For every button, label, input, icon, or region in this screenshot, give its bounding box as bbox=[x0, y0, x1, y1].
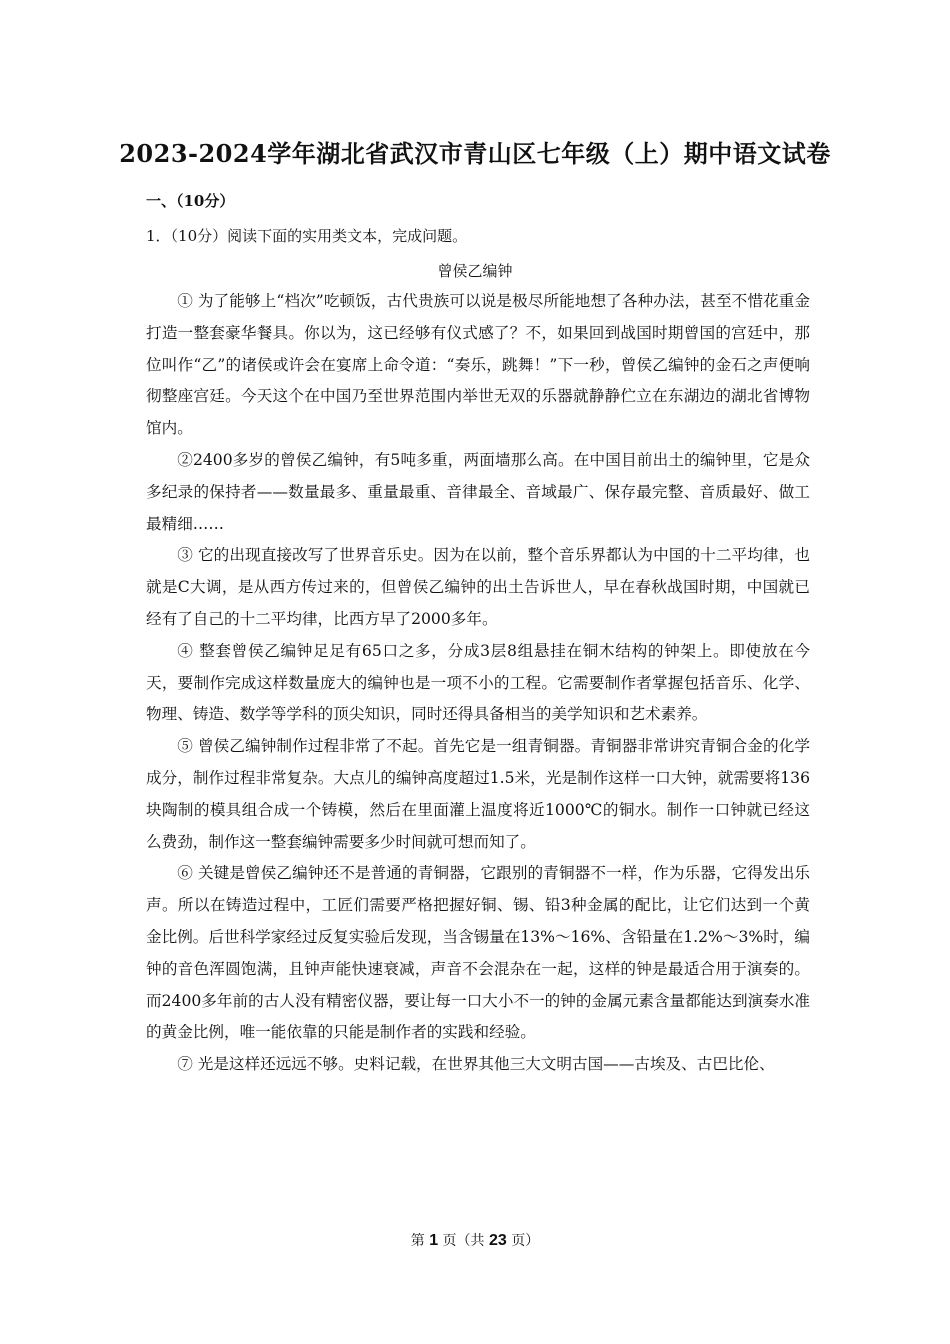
paragraph-7: ⑦ 光是这样还远远不够。史料记载，在世界其他三大文明古国——古埃及、古巴比伦、 bbox=[177, 1055, 775, 1074]
paragraph-5: ⑤ 曾侯乙编钟制作过程非常了不起。首先它是一组青铜器。青铜器非常讲究青铜合金的化学成分，制作过程非常复杂。大点儿的编钟高度超过1.5米，光是制作这样一口大钟，就需要将136块陶制的模具组合成一个铸模，然后在里面灌上温度将近1000℃的铜水。制作一口钟就已经这么费劲，制作这一整套编钟需要多少时间就可想而知了。 bbox=[146, 737, 810, 851]
paragraph-3: ③ 它的出现直接改写了世界音乐史。因为在以前，整个音乐界都认为中国的十二平均律，也就是C大调，是从西方传过来的，但曾侯乙编钟的出土告诉世人，早在春秋战国时期，中国就已经有了自己的十二平均律，比西方早了2000多年。 bbox=[146, 546, 810, 628]
section-heading: 一、（10分） bbox=[146, 192, 235, 210]
footer-page-number: 1 bbox=[429, 1232, 439, 1249]
footer-total-pages: 23 bbox=[489, 1232, 507, 1249]
paragraph-2: ②2400多岁的曾侯乙编钟，有5吨多重，两面墙那么高。在中国目前出土的编钟里，它是众多纪录的保持者——数量最多、重量最重、音律最全、音域最广、保存最完整、音质最好、做工最精细…… bbox=[146, 450, 810, 533]
paragraph-6: ⑥ 关键是曾侯乙编钟还不是普通的青铜器，它跟别的青铜器不一样，作为乐器，它得发出乐声。所以在铸造过程中，工匠们需要严格把握好铜、锡、铅3种金属的配比，让它们达到一个黄金比例。后世科学家经过反复实验后发现，当含锡量在13%～16%、含铅量在1.2%～3%时，编钟的音色浑圆饱满，且钟声能快速衰减，声音不会混杂在一起，这样的钟是最适合用于演奏的。而2400多年前的古人没有精密仪器，要让每一口大小不一的钟的金属元素含量都能达到演奏水准的黄金比例，唯一能依靠的只能是制作者的实践和经验。 bbox=[146, 864, 810, 1042]
paragraph-1: ① 为了能够上“档次”吃顿饭，古代贵族可以说是极尽所能地想了各种办法，甚至不惜花重金打造一整套豪华餐具。你以为，这已经够有仪式感了？不，如果回到战国时期曾国的宫廷中，那位叫作“乙”的诸侯或许会在宴席上命令道：“奏乐，跳舞！”下一秒，曾侯乙编钟的金石之声便响彻整座宫廷。今天这个在中国乃至世界范围内举世无双的乐器就静静伫立在东湖边的湖北省博物馆内。 bbox=[146, 292, 810, 438]
article-title: 曾侯乙编钟 bbox=[437, 262, 513, 280]
paragraph-4: ④ 整套曾侯乙编钟足足有65口之多，分成3层8组悬挂在铜木结构的钟架上。即使放在今天，要制作完成这样数量庞大的编钟也是一项不小的工程。它需要制作者掌握包括音乐、化学、物理、铸造、数学等学科的顶尖知识，同时还得具备相当的美学知识和艺术素养。 bbox=[146, 641, 810, 724]
footer-suffix: 页） bbox=[511, 1233, 540, 1249]
article-body bbox=[146, 286, 810, 1081]
page-title: 2023-2024学年湖北省武汉市青山区七年级（上）期中语文试卷 bbox=[119, 139, 831, 168]
question-stem: 1．（10分）阅读下面的实用类文本，完成问题。 bbox=[146, 227, 468, 245]
footer-prefix: 第 bbox=[410, 1233, 425, 1249]
page-footer bbox=[0, 1230, 950, 1250]
footer-middle: 页（共 bbox=[442, 1233, 485, 1249]
